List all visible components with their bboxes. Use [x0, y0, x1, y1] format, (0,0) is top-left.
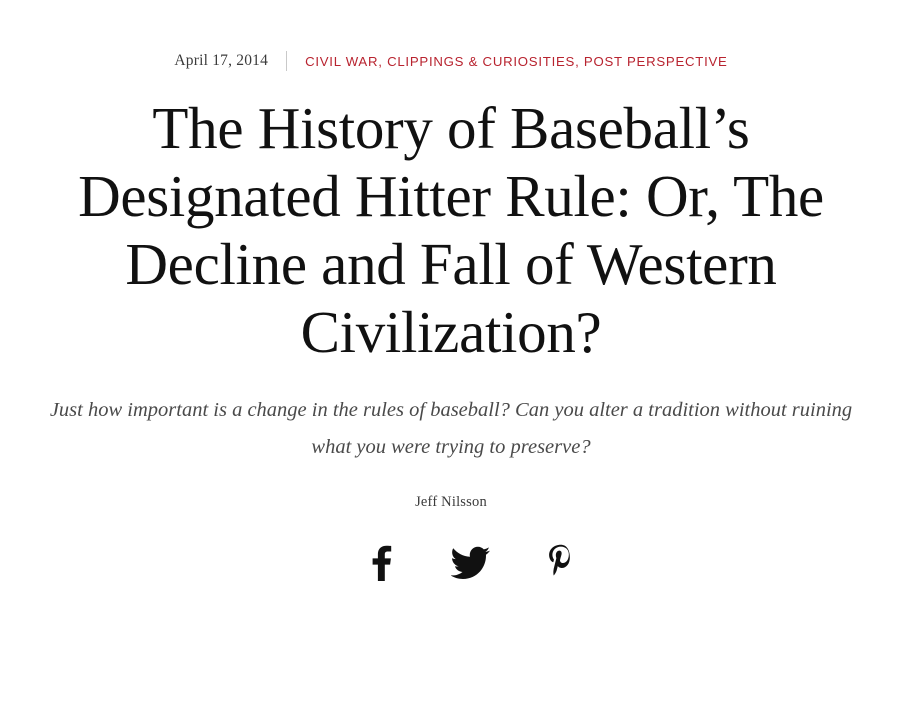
- article-meta: [40, 50, 862, 72]
- article-deck: Just how important is a change in the rules of baseball? Can you alter a tradition without ruining what you were trying to preserve?: [49, 399, 853, 458]
- page-title: The History of Baseball’s Designated Hitter Rule: Or, The Decline and Fall of Western Civilization?: [78, 95, 824, 365]
- category-list: [287, 54, 728, 69]
- category-separator-2: ,: [575, 53, 584, 69]
- pinterest-share-button[interactable]: [541, 541, 581, 585]
- article-byline: Jeff Nilsson: [415, 494, 487, 510]
- category-separator-1: ,: [378, 53, 388, 69]
- category-link-civil-war[interactable]: CIVIL WAR: [305, 53, 379, 69]
- facebook-share-button[interactable]: [361, 541, 401, 585]
- twitter-share-button[interactable]: [451, 541, 491, 585]
- category-link-clippings-curiosities[interactable]: CLIPPINGS & CURIOSITIES: [387, 53, 576, 69]
- facebook-icon: [368, 545, 394, 581]
- share-bar: [301, 541, 601, 585]
- pinterest-icon: [547, 544, 575, 582]
- article-header: [0, 50, 902, 713]
- category-link-post-perspective[interactable]: POST PERSPECTIVE: [583, 53, 728, 69]
- publish-date: April 17, 2014: [174, 52, 269, 69]
- twitter-icon: [451, 546, 491, 580]
